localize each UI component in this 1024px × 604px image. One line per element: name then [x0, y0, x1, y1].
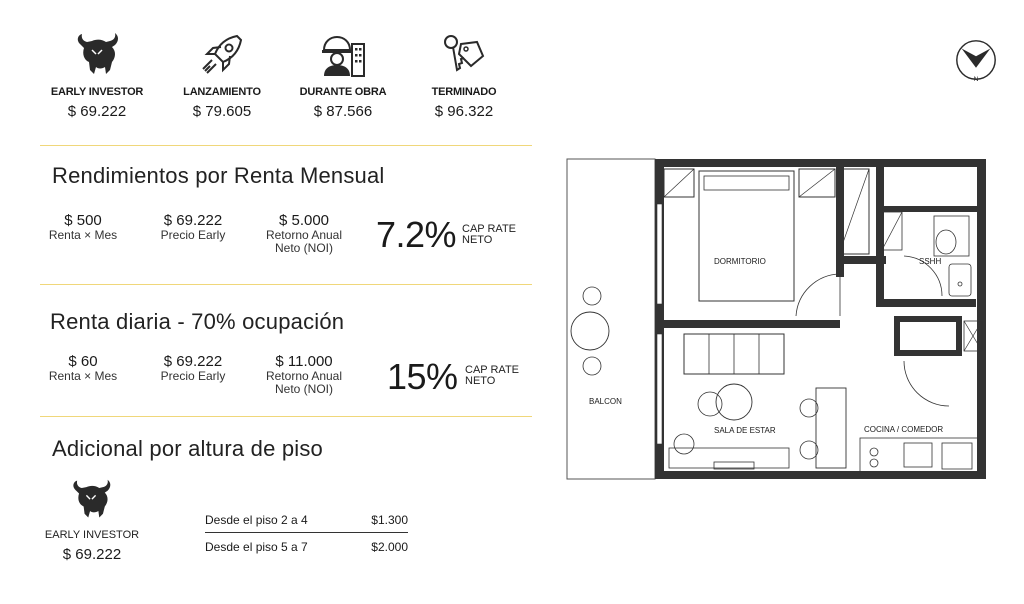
metric-value: $ 11.000 [275, 353, 333, 370]
keys-icon [439, 30, 489, 80]
room-label-kitchen: COCINA / COMEDOR [864, 425, 944, 434]
floor-row-divider [205, 532, 408, 533]
daily-title: Renta diaria - 70% ocupación [50, 309, 345, 334]
stage-lanzamiento [162, 30, 282, 120]
metric-label: Retorno Anual [265, 228, 343, 242]
daily-cap-rate: 15% [387, 356, 458, 397]
stage-label: LANZAMIENTO [183, 86, 261, 98]
metric-label: Renta × Mes [48, 369, 118, 383]
floor-plan [564, 156, 1020, 486]
compass-north-label: N [973, 76, 979, 84]
construction-icon [318, 30, 368, 80]
room-label-bedroom: DORMITORIO [714, 257, 766, 266]
metric-label: Precio Early [160, 228, 226, 242]
bull-icon [72, 30, 122, 80]
metric-label: Retorno Anual [265, 369, 343, 383]
bull-icon [68, 477, 114, 523]
floor-investor-label: EARLY INVESTOR [44, 529, 140, 541]
monthly-price [138, 212, 248, 242]
monthly-cap-label [462, 224, 516, 246]
metric-value: $ 500 [64, 212, 102, 229]
metric-value: $ 69.222 [163, 353, 223, 370]
stage-price: $ 79.605 [192, 103, 252, 120]
metric-value: $ 5.000 [278, 212, 330, 229]
floor-row [205, 540, 408, 554]
room-label-balcony: BALCON [589, 397, 622, 406]
metric-label: Neto (NOI) [274, 241, 333, 255]
metric-label: Neto (NOI) [274, 382, 333, 396]
metric-value: $ 60 [68, 353, 98, 370]
floor-row-label: Desde el piso 2 a 4 [205, 513, 308, 527]
metric-label: Renta × Mes [48, 228, 118, 242]
floor-title: Adicional por altura de piso [52, 436, 323, 461]
metric-label: Precio Early [160, 369, 226, 383]
floor-row-value: $2.000 [371, 540, 408, 554]
compass-icon [952, 37, 1000, 85]
floor-row-label: Desde el piso 5 a 7 [205, 540, 308, 554]
stage-price: $ 96.322 [434, 103, 494, 120]
cap-label-line: NETO [462, 234, 493, 246]
floor-row-value: $1.300 [371, 513, 408, 527]
room-label-living: SALA DE ESTAR [714, 426, 776, 435]
room-label-bathroom: SSHH [919, 257, 942, 266]
floor-investor-price: $ 69.222 [62, 546, 122, 563]
section-divider [40, 416, 532, 417]
cap-label-line: CAP RATE [465, 364, 519, 376]
cap-label-line: NETO [465, 375, 496, 387]
metric-value: $ 69.222 [163, 212, 223, 229]
cap-label-line: CAP RATE [462, 223, 516, 235]
monthly-rent [28, 212, 138, 242]
stage-label: EARLY INVESTOR [50, 86, 144, 98]
stage-label: DURANTE OBRA [299, 86, 387, 98]
rocket-icon [197, 30, 247, 80]
stage-price: $ 87.566 [313, 103, 373, 120]
monthly-return [249, 212, 359, 255]
daily-return [249, 353, 359, 396]
daily-rent [28, 353, 138, 383]
stage-early-investor [37, 30, 157, 120]
stage-durante-obra [283, 30, 403, 120]
stage-label: TERMINADO [431, 86, 497, 98]
section-divider [40, 284, 532, 285]
daily-price [138, 353, 248, 383]
monthly-cap-rate: 7.2% [376, 214, 457, 255]
daily-cap-label [465, 365, 519, 387]
section-divider [40, 145, 532, 146]
floor-row [205, 513, 408, 527]
stage-price: $ 69.222 [67, 103, 127, 120]
monthly-title: Rendimientos por Renta Mensual [52, 163, 385, 188]
stage-terminado [404, 30, 524, 120]
